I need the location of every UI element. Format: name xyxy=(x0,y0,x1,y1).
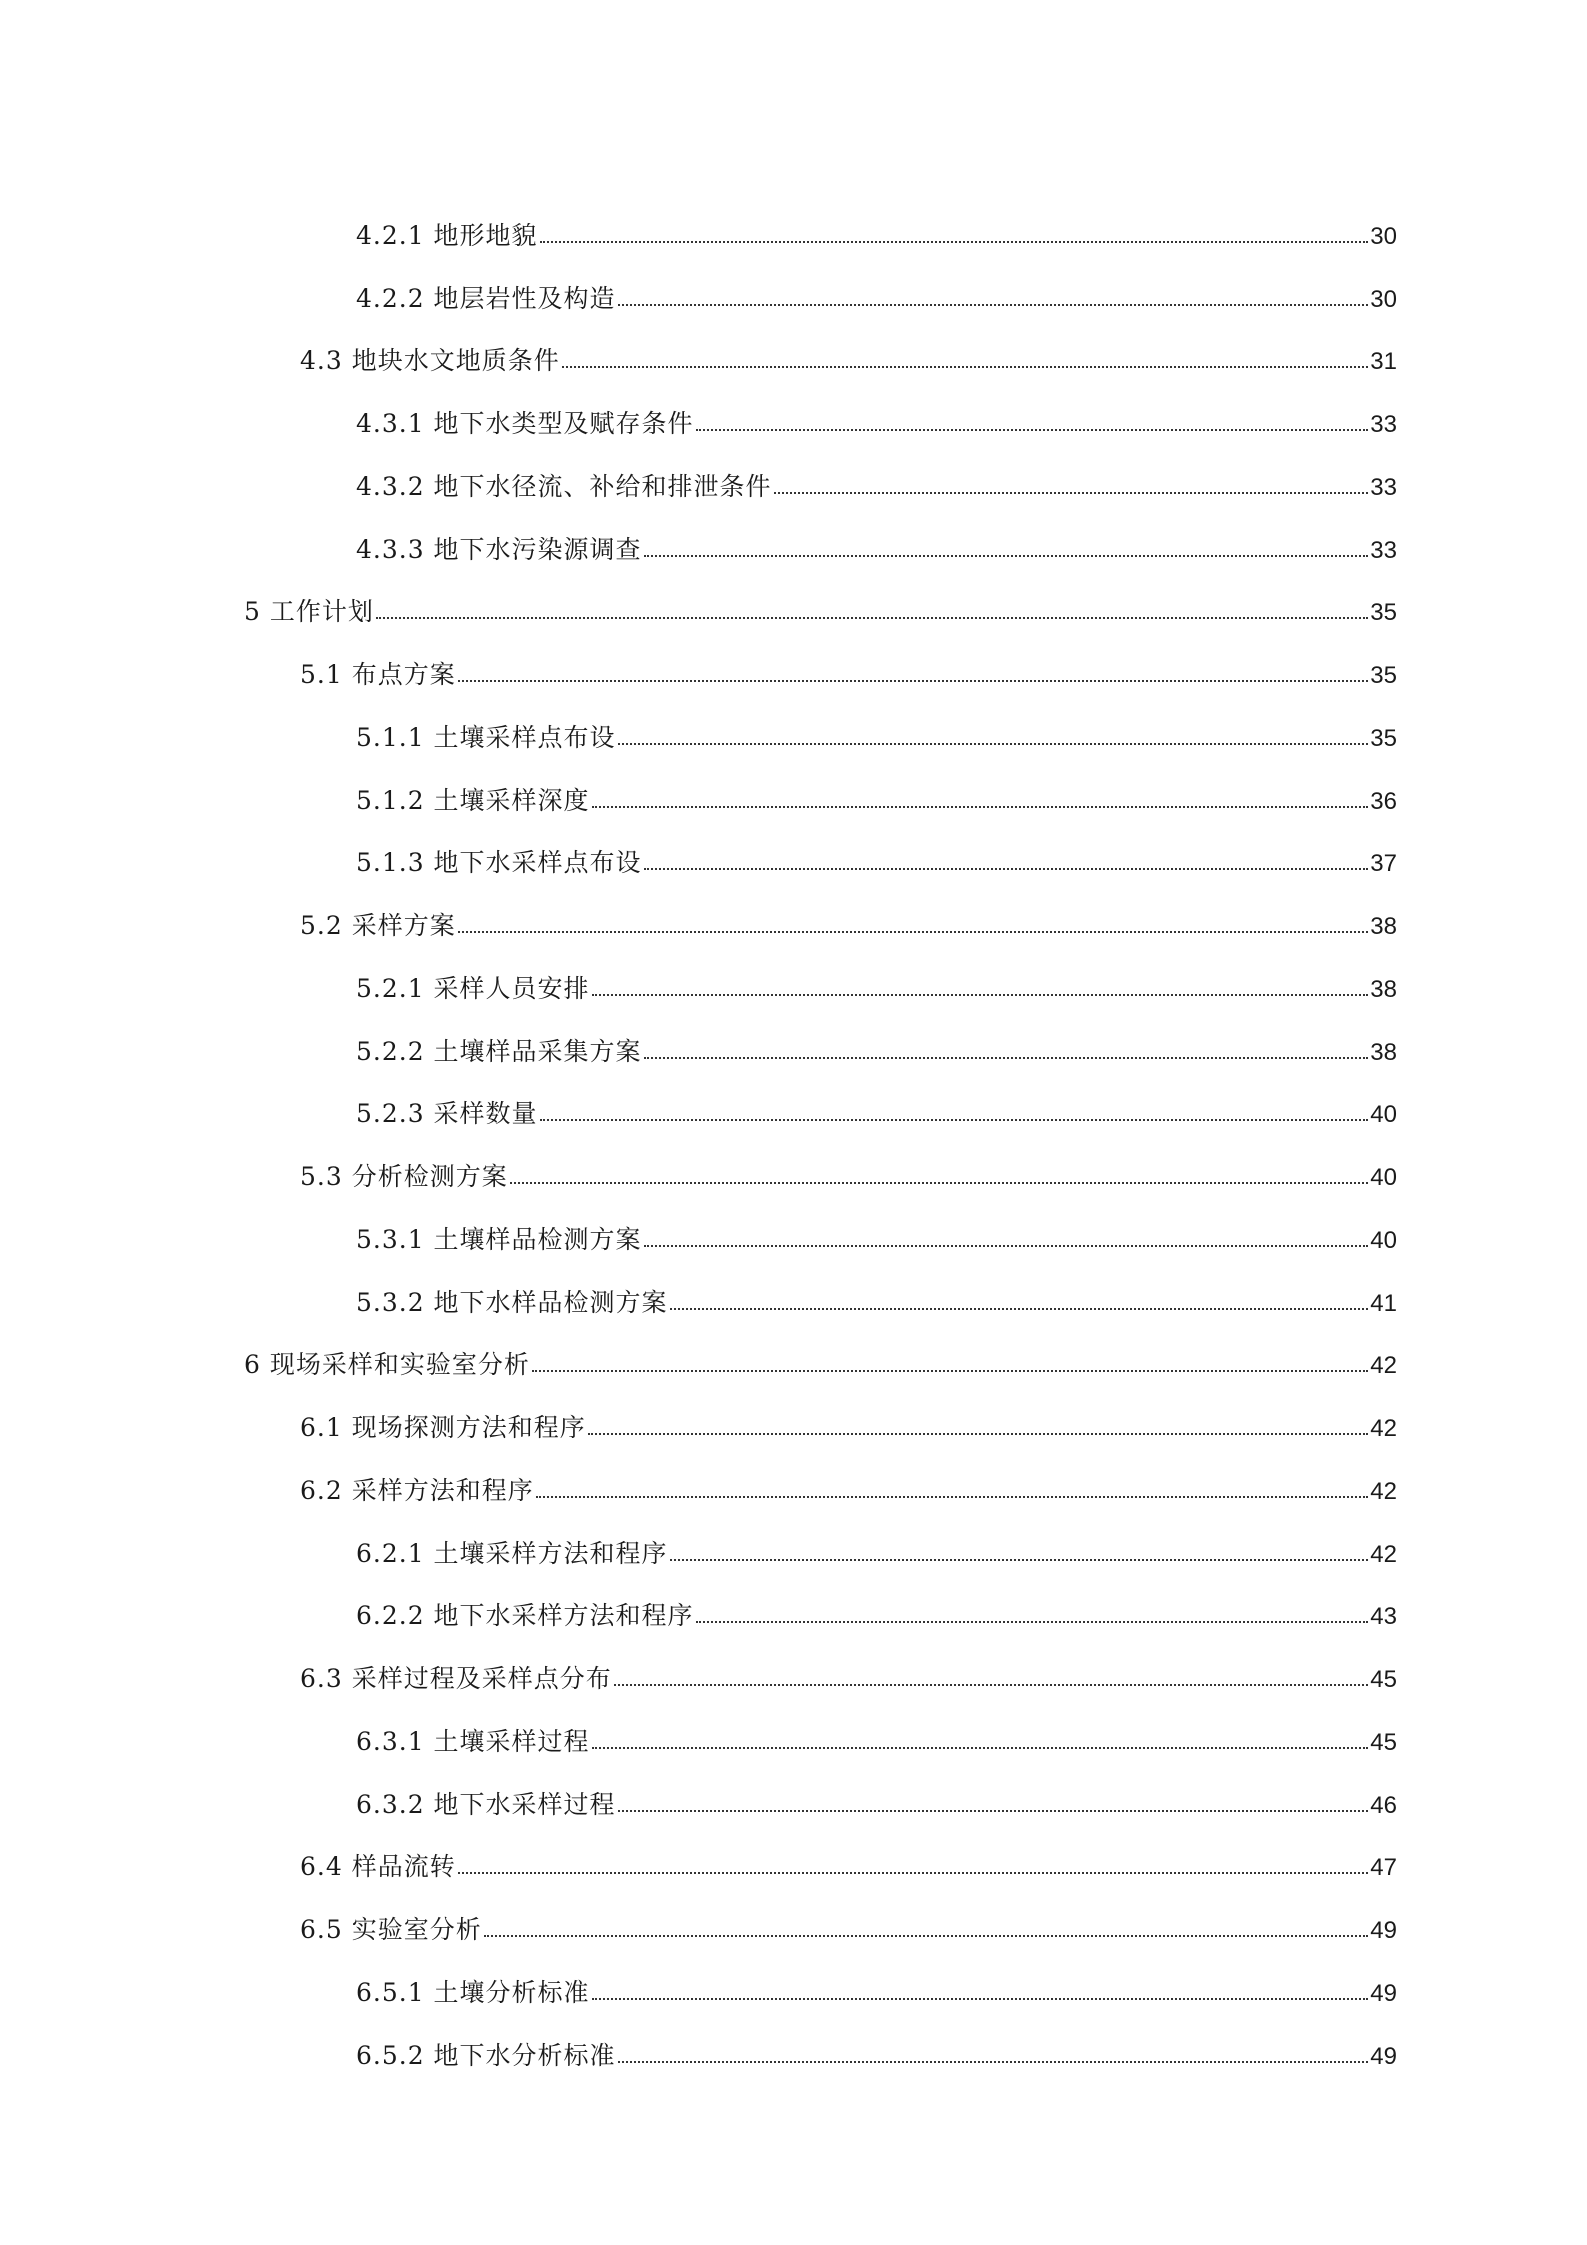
toc-entry-page-number: 30 xyxy=(1370,222,1397,250)
toc-entry-row xyxy=(356,1603,1397,1639)
toc-entry-row xyxy=(300,1475,1397,1514)
dot-leader xyxy=(618,1810,1369,1812)
dot-leader xyxy=(592,1998,1369,2000)
dot-leader xyxy=(644,868,1369,870)
toc-entry-title: 5.2 采样方案 xyxy=(300,911,456,940)
toc-entry-page-number: 47 xyxy=(1370,1854,1397,1882)
dot-leader xyxy=(618,743,1369,745)
toc-entry-row xyxy=(356,1036,1397,1075)
toc-entry[interactable] xyxy=(0,1953,1587,2016)
dot-leader xyxy=(644,555,1369,557)
toc-entry-title: 6.4 样品流转 xyxy=(300,1852,456,1882)
dot-leader xyxy=(618,2061,1369,2063)
toc-entry-row xyxy=(356,1977,1397,2016)
toc-entry-page-number: 42 xyxy=(1370,1352,1397,1380)
toc-entry[interactable] xyxy=(0,259,1587,322)
table-of-contents xyxy=(0,196,1587,2079)
toc-entry-page-number: 42 xyxy=(1370,1415,1397,1442)
toc-entry-title: 5.2.2 土壤样品采集方案 xyxy=(356,1036,642,1066)
toc-entry-page-number: 45 xyxy=(1370,1666,1397,1693)
toc-entry-title: 5.3.1 土壤样品检测方案 xyxy=(356,1224,642,1254)
toc-entry[interactable] xyxy=(0,1765,1587,1828)
toc-entry[interactable] xyxy=(0,1326,1587,1389)
toc-entry-page-number: 42 xyxy=(1370,1540,1397,1568)
toc-entry-page-number: 37 xyxy=(1370,850,1397,878)
toc-entry-page-number: 40 xyxy=(1370,1164,1397,1191)
toc-entry[interactable] xyxy=(0,886,1587,949)
toc-entry-page-number: 35 xyxy=(1370,662,1397,689)
dot-leader xyxy=(592,1747,1369,1749)
toc-entry-row xyxy=(356,1789,1397,1828)
dot-leader xyxy=(774,492,1369,494)
toc-entry-row xyxy=(300,662,1397,698)
toc-entry-page-number: 40 xyxy=(1370,1226,1397,1254)
toc-entry-row xyxy=(300,1164,1397,1200)
dot-leader xyxy=(540,241,1369,243)
dot-leader xyxy=(696,429,1369,431)
toc-entry-page-number: 35 xyxy=(1370,599,1397,627)
toc-entry-row xyxy=(356,1101,1397,1137)
toc-entry-title: 4.3.1 地下水类型及赋存条件 xyxy=(356,409,694,438)
toc-entry-page-number: 46 xyxy=(1370,1791,1397,1819)
toc-entry-title: 5.1.2 土壤采样深度 xyxy=(356,785,590,815)
toc-entry-row xyxy=(356,850,1397,886)
toc-entry-page-number: 45 xyxy=(1370,1728,1397,1756)
toc-entry-row xyxy=(300,1415,1397,1451)
toc-entry[interactable] xyxy=(0,824,1587,887)
toc-entry-title: 5.1.1 土壤采样点布设 xyxy=(356,722,616,752)
toc-entry-row xyxy=(356,411,1397,447)
toc-entry-row xyxy=(244,599,1397,635)
toc-entry-title: 5.2.3 采样数量 xyxy=(356,1099,538,1129)
toc-entry[interactable] xyxy=(0,761,1587,824)
toc-entry-title: 5.2.1 采样人员安排 xyxy=(356,973,590,1003)
toc-entry-row xyxy=(356,973,1397,1012)
toc-entry-page-number: 40 xyxy=(1370,1101,1397,1129)
toc-entry-title: 4.3.3 地下水污染源调查 xyxy=(356,534,642,564)
dot-leader xyxy=(644,1057,1369,1059)
toc-entry-title: 6.1 现场探测方法和程序 xyxy=(300,1413,586,1442)
toc-entry[interactable] xyxy=(0,573,1587,636)
toc-entry-page-number: 33 xyxy=(1370,411,1397,438)
toc-entry[interactable] xyxy=(0,1137,1587,1200)
dot-leader xyxy=(510,1182,1369,1184)
dot-leader xyxy=(376,617,1368,619)
toc-entry-row xyxy=(244,1352,1397,1388)
toc-entry-title: 6.3 采样过程及采样点分布 xyxy=(300,1664,612,1693)
dot-leader xyxy=(540,1119,1369,1121)
toc-entry-row xyxy=(356,471,1397,510)
toc-entry[interactable] xyxy=(0,1012,1587,1075)
toc-entry-page-number: 31 xyxy=(1370,348,1397,376)
toc-entry-title: 4.3.2 地下水径流、补给和排泄条件 xyxy=(356,471,772,501)
toc-entry-title: 4.3 地块水文地质条件 xyxy=(300,346,560,376)
dot-leader xyxy=(618,304,1369,306)
dot-leader xyxy=(644,1245,1369,1247)
dot-leader xyxy=(670,1559,1369,1561)
toc-entry-title: 6.2.2 地下水采样方法和程序 xyxy=(356,1601,694,1631)
toc-entry[interactable] xyxy=(0,2016,1587,2079)
dot-leader xyxy=(484,1935,1369,1937)
toc-entry-row xyxy=(300,1917,1397,1953)
toc-entry-title: 6.5.1 土壤分析标准 xyxy=(356,1977,590,2007)
toc-entry[interactable] xyxy=(0,322,1587,385)
dot-leader xyxy=(588,1433,1369,1435)
toc-entry-title: 5 工作计划 xyxy=(244,597,374,627)
toc-entry-row xyxy=(356,534,1397,573)
toc-entry[interactable] xyxy=(0,510,1587,573)
dot-leader xyxy=(536,1496,1369,1498)
toc-entry[interactable] xyxy=(0,1200,1587,1263)
dot-leader xyxy=(592,994,1369,996)
toc-entry-page-number: 42 xyxy=(1370,1477,1397,1505)
toc-entry-page-number: 49 xyxy=(1370,2042,1397,2070)
toc-entry-row xyxy=(300,348,1397,384)
dot-leader xyxy=(562,366,1369,368)
toc-entry[interactable] xyxy=(0,1263,1587,1326)
toc-entry-row xyxy=(356,1538,1397,1577)
toc-entry-row xyxy=(300,913,1397,949)
toc-entry-row xyxy=(356,2040,1397,2079)
toc-entry-row xyxy=(300,1854,1397,1890)
toc-entry[interactable] xyxy=(0,1451,1587,1514)
toc-entry-row xyxy=(356,1224,1397,1263)
toc-entry[interactable] xyxy=(0,447,1587,510)
dot-leader xyxy=(532,1370,1368,1372)
toc-entry-title: 6.2.1 土壤采样方法和程序 xyxy=(356,1538,668,1568)
toc-entry-title: 5.1.3 地下水采样点布设 xyxy=(356,848,642,878)
toc-entry-row xyxy=(356,785,1397,824)
toc-entry-page-number: 49 xyxy=(1370,1917,1397,1944)
dot-leader xyxy=(696,1621,1369,1623)
dot-leader xyxy=(458,931,1369,933)
toc-entry[interactable] xyxy=(0,196,1587,259)
toc-entry[interactable] xyxy=(0,1075,1587,1138)
dot-leader xyxy=(458,680,1369,682)
toc-entry-page-number: 33 xyxy=(1370,473,1397,501)
toc-entry-title: 6 现场采样和实验室分析 xyxy=(244,1350,530,1380)
toc-entry-row xyxy=(356,1726,1397,1765)
dot-leader xyxy=(458,1872,1369,1874)
toc-entry-row xyxy=(356,283,1397,322)
toc-entry-page-number: 41 xyxy=(1370,1289,1397,1317)
toc-entry-page-number: 30 xyxy=(1370,285,1397,313)
toc-entry-title: 6.3.2 地下水采样过程 xyxy=(356,1789,616,1819)
toc-entry-row xyxy=(356,220,1397,259)
toc-entry-page-number: 36 xyxy=(1370,787,1397,815)
toc-entry-title: 5.1 布点方案 xyxy=(300,660,456,689)
toc-entry-row xyxy=(356,722,1397,761)
dot-leader xyxy=(614,1684,1369,1686)
toc-entry-title: 6.3.1 土壤采样过程 xyxy=(356,1726,590,1756)
toc-entry-page-number: 35 xyxy=(1370,724,1397,752)
toc-entry-title: 6.5 实验室分析 xyxy=(300,1915,482,1944)
toc-entry[interactable] xyxy=(0,1890,1587,1953)
toc-entry[interactable] xyxy=(0,384,1587,447)
toc-entry-page-number: 49 xyxy=(1370,1979,1397,2007)
toc-entry-title: 5.3.2 地下水样品检测方案 xyxy=(356,1287,668,1317)
dot-leader xyxy=(670,1308,1369,1310)
toc-entry[interactable] xyxy=(0,1828,1587,1891)
toc-entry[interactable] xyxy=(0,949,1587,1012)
toc-entry[interactable] xyxy=(0,698,1587,761)
toc-entry-page-number: 33 xyxy=(1370,536,1397,564)
toc-entry-title: 6.2 采样方法和程序 xyxy=(300,1475,534,1505)
toc-entry[interactable] xyxy=(0,1702,1587,1765)
toc-entry-title: 6.5.2 地下水分析标准 xyxy=(356,2040,616,2070)
toc-entry-page-number: 38 xyxy=(1370,975,1397,1003)
toc-entry-title: 4.2.1 地形地貌 xyxy=(356,220,538,250)
toc-entry-title: 5.3 分析检测方案 xyxy=(300,1162,508,1191)
toc-entry-page-number: 38 xyxy=(1370,1038,1397,1066)
toc-entry[interactable] xyxy=(0,635,1587,698)
toc-entry-page-number: 43 xyxy=(1370,1603,1397,1631)
toc-entry-title: 4.2.2 地层岩性及构造 xyxy=(356,283,616,313)
toc-entry[interactable] xyxy=(0,1639,1587,1702)
toc-entry[interactable] xyxy=(0,1577,1587,1640)
toc-entry[interactable] xyxy=(0,1514,1587,1577)
toc-entry[interactable] xyxy=(0,1388,1587,1451)
toc-entry-page-number: 38 xyxy=(1370,913,1397,940)
toc-entry-row xyxy=(356,1287,1397,1326)
toc-entry-row xyxy=(300,1666,1397,1702)
dot-leader xyxy=(592,806,1369,808)
